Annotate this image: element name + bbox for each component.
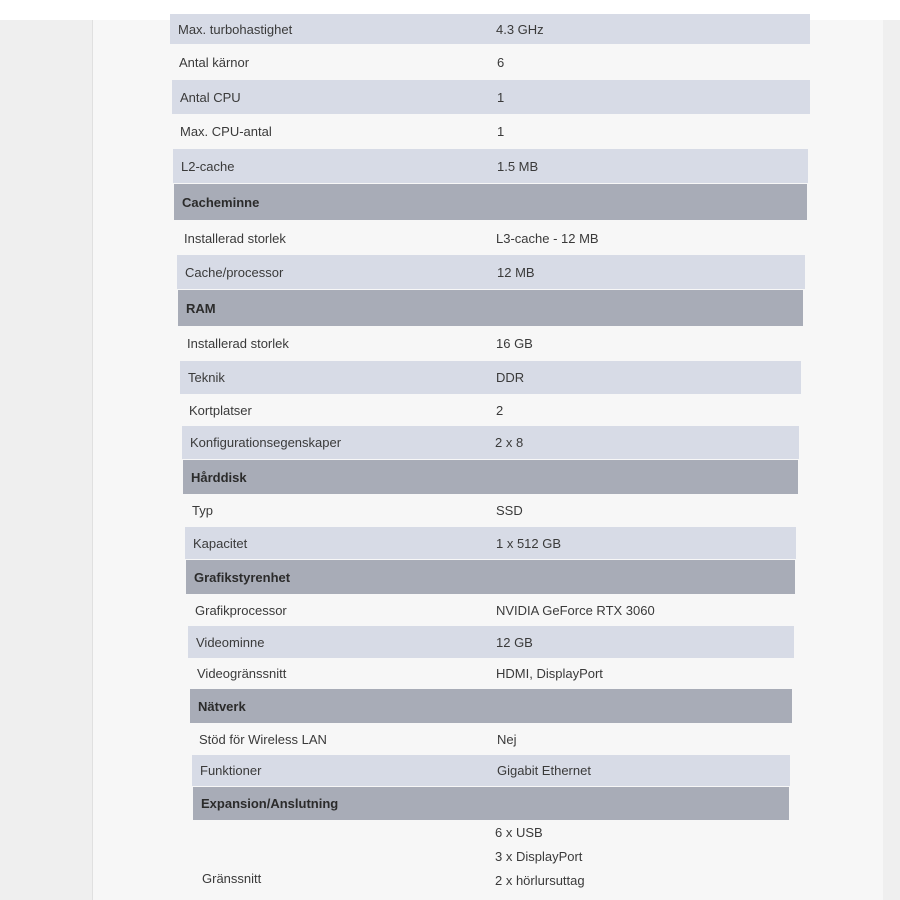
- spec-value: 12 MB: [497, 264, 535, 280]
- spec-value: 16 GB: [496, 336, 533, 351]
- spec-row-gpu: [187, 595, 794, 625]
- section-title: Expansion/Anslutning: [201, 796, 339, 811]
- section-header-cache: [174, 184, 807, 220]
- spec-value: HDMI, DisplayPort: [496, 666, 603, 681]
- spec-value: 6: [497, 55, 505, 70]
- spec-label: Max. CPU-antal: [180, 124, 272, 139]
- spec-row-l2-cache: [173, 149, 808, 183]
- spec-row-cores: [171, 46, 810, 79]
- section-header-network: [190, 689, 792, 723]
- section-title: RAM: [186, 300, 216, 316]
- section-title: Hårddisk: [191, 469, 247, 485]
- spec-label: Gränssnitt: [202, 871, 262, 886]
- spec-row-installed-size: [176, 222, 806, 254]
- spec-label: Videogränssnitt: [197, 666, 287, 681]
- spec-value-item: 6 x USB: [495, 825, 543, 840]
- spec-label: Kortplatser: [189, 402, 252, 418]
- spec-row-interfaces: [194, 821, 788, 900]
- spec-row-video-interface: [189, 659, 793, 688]
- spec-value-list: [495, 821, 585, 893]
- spec-value: Gigabit Ethernet: [497, 763, 591, 778]
- spec-value: NVIDIA GeForce RTX 3060: [496, 602, 655, 618]
- section-header-ram: [178, 290, 803, 326]
- spec-row-cpu-count: [172, 80, 810, 114]
- spec-label: Stöd för Wireless LAN: [199, 731, 327, 747]
- spec-row-capacity: [185, 527, 796, 559]
- spec-label: Cache/processor: [185, 264, 284, 280]
- spec-label: Kapacitet: [193, 535, 248, 551]
- spec-label: Grafikprocessor: [195, 602, 287, 618]
- spec-value: 1: [497, 124, 505, 139]
- spec-row-technology: [180, 361, 801, 394]
- section-title: Grafikstyrenhet: [194, 569, 291, 585]
- spec-value: SSD: [496, 503, 523, 518]
- spec-row-wireless-lan: [191, 724, 791, 754]
- section-header-expansion: [193, 787, 789, 820]
- spec-row-max-turbo: [170, 14, 810, 44]
- spec-label: Installerad storlek: [187, 336, 289, 351]
- spec-label: Installerad storlek: [184, 230, 286, 246]
- spec-label: Typ: [192, 503, 213, 518]
- spec-row-video-memory: [188, 626, 794, 658]
- spec-label: L2-cache: [181, 158, 235, 174]
- spec-value-item: 3 x DisplayPort: [495, 849, 583, 864]
- spec-value: 12 GB: [496, 634, 533, 650]
- spec-row-max-cpu: [172, 115, 809, 148]
- spec-row-cache-per-processor: [177, 255, 805, 289]
- spec-row-ram-size: [179, 327, 802, 360]
- section-title: Nätverk: [198, 698, 246, 714]
- spec-value: 4.3 GHz: [496, 21, 544, 37]
- spec-value-item: 2 x hörlursuttag: [495, 873, 585, 888]
- spec-label: Konfigurationsegenskaper: [190, 435, 342, 450]
- spec-value: DDR: [496, 370, 525, 385]
- spec-label: Teknik: [188, 370, 225, 385]
- spec-row-configuration: [182, 426, 799, 459]
- section-title: Cacheminne: [182, 194, 260, 210]
- spec-value: Nej: [497, 731, 517, 747]
- spec-value: 1 x 512 GB: [496, 535, 562, 551]
- spec-label: Videominne: [196, 634, 265, 650]
- spec-value: 1: [497, 89, 505, 105]
- spec-value: 2: [496, 402, 504, 418]
- spec-row-features: [192, 755, 790, 786]
- spec-label: Antal CPU: [180, 89, 241, 105]
- spec-label: Antal kärnor: [179, 55, 250, 70]
- section-header-disk: [183, 460, 798, 494]
- spec-label: Max. turbohastighet: [178, 21, 293, 37]
- spec-value: L3-cache - 12 MB: [496, 230, 599, 246]
- spec-row-slots: [181, 395, 800, 425]
- spec-label: Funktioner: [200, 763, 262, 778]
- spec-row-type: [184, 495, 796, 526]
- spec-value: 1.5 MB: [497, 158, 539, 174]
- spec-value: 2 x 8: [495, 435, 524, 450]
- section-header-graphics: [186, 560, 795, 594]
